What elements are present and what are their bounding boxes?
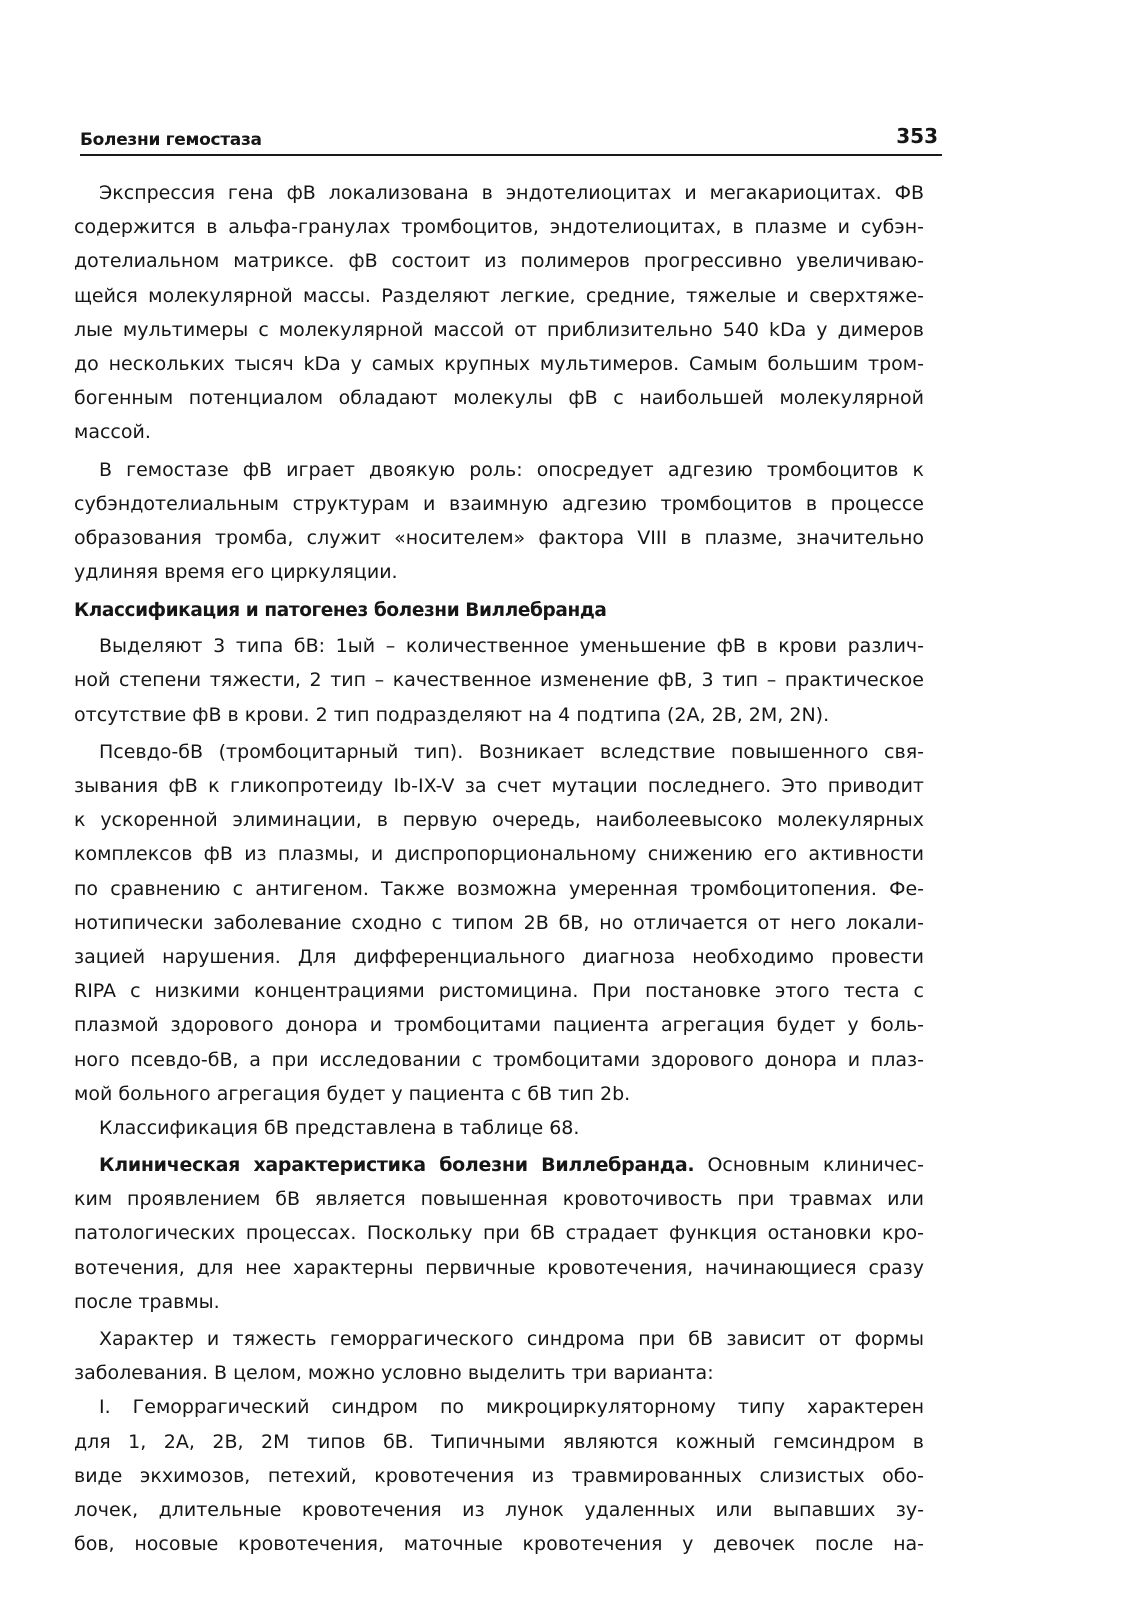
text-line: виде экхимозов, петехий, кровотечения из травмированных слизистых обо-	[74, 1464, 924, 1487]
text-line: отсутствие фВ в крови. 2 тип подразделяют на 4 подтипа (2A, 2B, 2M, 2N).	[74, 703, 830, 726]
paragraph	[74, 1111, 924, 1145]
paragraph	[74, 176, 924, 450]
text-line: ного псевдо-бВ, а при исследовании с тромбоцитами здорового донора и плаз-	[74, 1048, 924, 1071]
text-line: зывания фВ к гликопротеиду Ib-IX-V за счет мутации последнего. Это приводит	[74, 775, 924, 797]
text-line: Классификация бВ представлена в таблице 68.	[99, 1116, 580, 1139]
text-line: I. Геморрагический синдром по микроциркуляторному типу характерен	[99, 1396, 924, 1419]
text-line: ной степени тяжести, 2 тип – качественное изменение фВ, 3 тип – практическое	[74, 669, 924, 692]
text-line: для 1, 2A, 2B, 2M типов бВ. Типичными являются кожный гемсиндром в	[74, 1430, 924, 1453]
text-line: нотипически заболевание сходно с типом 2B бВ, но отличается от него локали-	[74, 911, 924, 934]
body-text	[74, 176, 924, 1561]
paragraph	[74, 1322, 924, 1390]
text-line: субэндотелиальным структурам и взаимную адгезию тромбоцитов в процессе	[74, 492, 924, 515]
text-line	[74, 1148, 924, 1182]
text-line: Выделяют 3 типа бВ: 1ый – количественное уменьшение фВ в крови различ-	[99, 635, 924, 658]
running-title: Болезни гемостаза	[80, 130, 262, 150]
text-line: вотечения, для нее характерны первичные кровотечения, начинающиеся сразу	[74, 1256, 924, 1279]
text-line: В гемостазе фВ играет двоякую роль: опосредует адгезию тромбоцитов к	[99, 458, 924, 481]
page-number: 353	[896, 124, 938, 148]
text-line: дотелиальном матриксе. фВ состоит из полимеров прогрессивно увеличиваю-	[74, 250, 924, 273]
text-line: Характер и тяжесть геморрагического синдрома при бВ зависит от формы	[99, 1328, 924, 1350]
text-line: плазмой здорового донора и тромбоцитами пациента агрегация будет у боль-	[74, 1014, 924, 1037]
text-fragment: Основным клиничес-	[694, 1154, 924, 1177]
text-line: после травмы.	[74, 1290, 220, 1313]
text-line: до нескольких тысяч kDa у самых крупных мультимеров. Самым большим тром-	[74, 352, 924, 375]
text-line: образования тромба, служит «носителем» фактора VIII в плазме, значительно	[74, 526, 924, 549]
text-line: богенным потенциалом обладают молекулы фВ с наибольшей молекулярной	[74, 387, 924, 410]
text-line: ким проявлением бВ является повышенная кровоточивость при травмах или	[74, 1188, 924, 1211]
paragraph	[74, 629, 924, 732]
text-line: заболевания. В целом, можно условно выделить три варианта:	[74, 1362, 714, 1385]
text-line: лочек, длительные кровотечения из лунок удаленных или выпавших зу-	[74, 1498, 924, 1521]
running-head	[80, 124, 940, 154]
paragraph	[74, 1390, 924, 1561]
text-line: мой больного агрегация будет у пациента с бВ тип 2b.	[74, 1082, 631, 1105]
text-line: удлиняя время его циркуляции.	[74, 561, 398, 584]
header-rule	[80, 154, 942, 156]
text-line: содержится в альфа-гранулах тромбоцитов, эндотелиоцитах, в плазме и субэн-	[74, 216, 924, 239]
paragraph	[74, 1148, 924, 1319]
text-line: массой.	[74, 421, 151, 444]
text-line: по сравнению с антигеном. Также возможна умеренная тромбоцитопения. Фе-	[74, 877, 924, 900]
paragraph	[74, 735, 924, 1111]
text-line: бов, носовые кровотечения, маточные кровотечения у девочек после на-	[74, 1533, 924, 1556]
text-line: лые мультимеры с молекулярной массой от приблизительно 540 kDa у димеров	[74, 318, 924, 341]
paragraph	[74, 453, 924, 590]
text-line: к ускоренной элиминации, в первую очередь, наиболеевысоко молекулярных	[74, 809, 924, 832]
text-line: Псевдо-бВ (тромбоцитарный тип). Возникает вследствие повышенного свя-	[99, 740, 924, 763]
text-line: RIPA с низкими концентрациями ристомицина. При постановке этого теста с	[74, 980, 924, 1003]
text-line: щейся молекулярной массы. Разделяют легкие, средние, тяжелые и сверхтяже-	[74, 284, 924, 307]
section-heading: Классификация и патогенез болезни Виллебранда	[74, 600, 607, 622]
text-line: зацией нарушения. Для дифференциального диагноза необходимо провести	[74, 945, 924, 968]
text-line: комплексов фВ из плазмы, и диспропорциональному снижению его активности	[74, 843, 924, 866]
text-line: Экспрессия гена фВ локализована в эндотелиоцитах и мегакариоцитах. ФВ	[99, 182, 924, 204]
bold-lead: Клиническая характеристика болезни Виллебранда.	[99, 1154, 695, 1177]
text-line: патологических процессах. Поскольку при бВ страдает функция остановки кро-	[74, 1222, 924, 1245]
